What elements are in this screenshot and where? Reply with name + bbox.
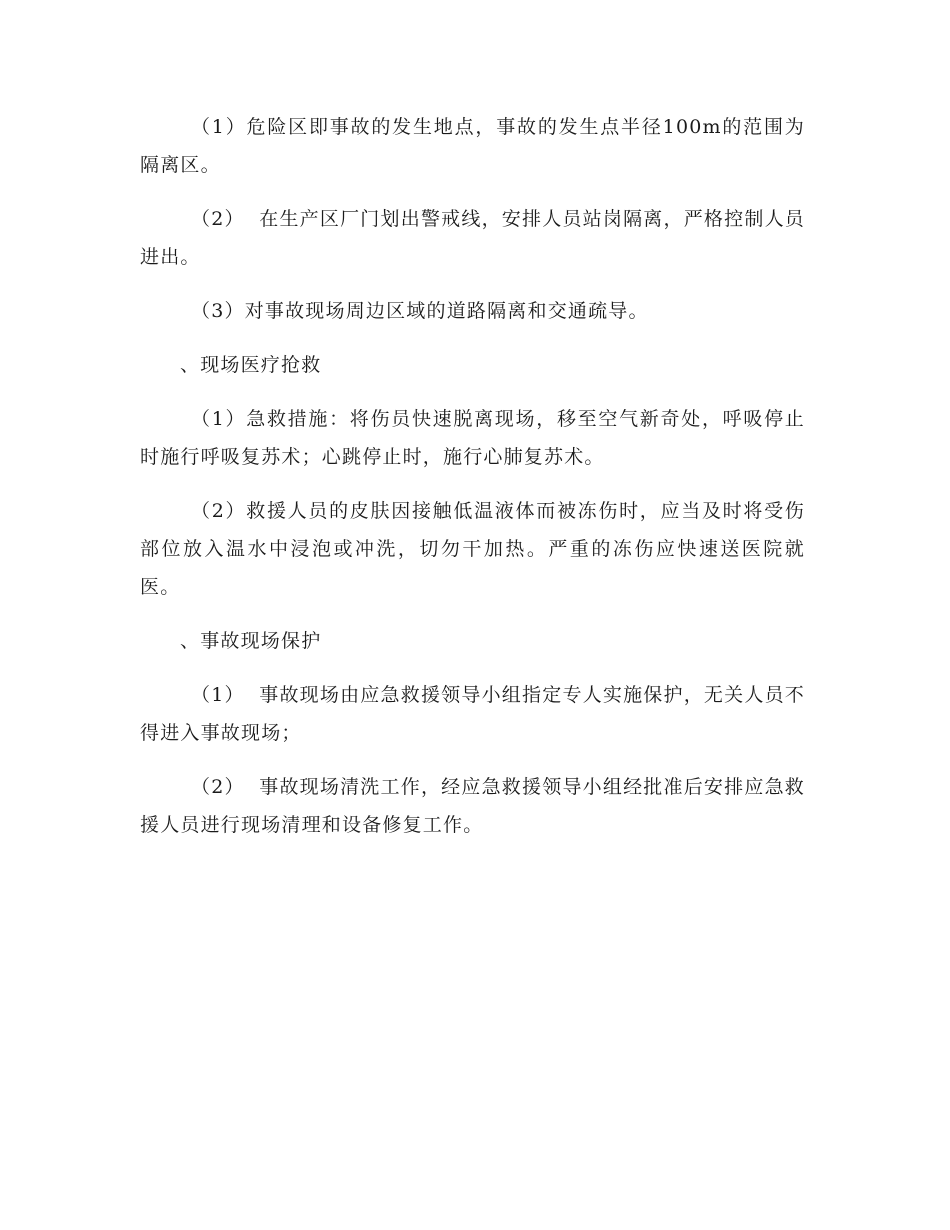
section-heading-scene-protection: 、事故现场保护 [180, 630, 322, 652]
paragraph-traffic-control: （3）对事故现场周边区域的道路隔离和交通疏导。 [191, 300, 649, 322]
paragraph-scene-guard: （1） 事故现场由应急救援领导小组指定专人实施保护，无关人员不得进入事故现场； [140, 684, 805, 744]
document-body [140, 108, 805, 860]
paragraph-first-aid: （1）急救措施：将伤员快速脱离现场，移至空气新奇处，呼吸停止时施行呼吸复苏术；心跳停止时，施行心肺复苏术。 [140, 408, 805, 468]
paragraph-frostbite: （2）救援人员的皮肤因接触低温液体而被冻伤时，应当及时将受伤部位放入温水中浸泡或冲洗，切勿干加热。严重的冻伤应快速送医院就医。 [140, 500, 805, 598]
paragraph-scene-cleanup: （2） 事故现场清洗工作，经应急救援领导小组经批准后安排应急救援人员进行现场清理和设备修复工作。 [140, 776, 805, 836]
paragraph-isolation-zone: （1）危险区即事故的发生地点，事故的发生点半径100m的范围为隔离区。 [140, 116, 805, 176]
paragraph-warning-line: （2） 在生产区厂门划出警戒线，安排人员站岗隔离，严格控制人员进出。 [140, 208, 805, 268]
section-heading-medical-rescue: 、现场医疗抢救 [180, 354, 322, 376]
